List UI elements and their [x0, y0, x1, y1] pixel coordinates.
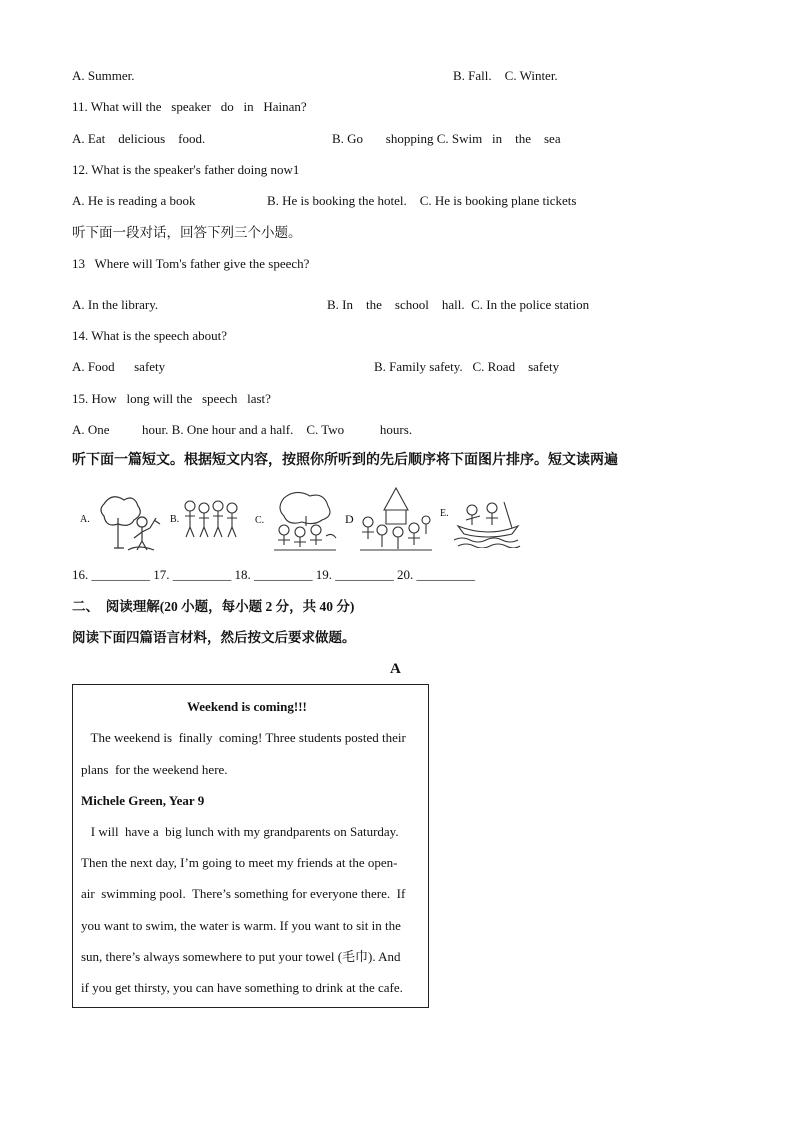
picture-label-c: C. [255, 515, 265, 526]
picture-b-group-of-children [182, 498, 242, 544]
picture-a-boy-planting-tree [94, 492, 166, 554]
q14-options-bc: B. Family safety. C. Road safety [374, 359, 560, 374]
q11-option-a: A. Eat delicious food. [72, 131, 206, 146]
article-line-6: if you get thirsty, you can have something to drink at the cafe. [81, 980, 403, 995]
picture-c-people-under-tree [270, 490, 342, 554]
q15-question: 15. How long will the speech last? [72, 391, 271, 406]
answer-blanks-16-20: 16. _________ 17. _________ 18. _________ 19. _________ 20. _________ [72, 567, 475, 582]
article-line-1: I will have a big lunch with my grandparents on Saturday. [81, 824, 399, 839]
q12-question: 12. What is the speaker's father doing now1 [72, 162, 300, 177]
part-two-heading: 二、 阅读理解(20 小题，每小题 2 分，共 40 分) [72, 599, 355, 614]
picture-label-e: E. [440, 508, 449, 519]
article-intro-line-1: The weekend is finally coming! Three students posted their [81, 730, 406, 745]
article-box [72, 684, 429, 1008]
article-line-5: sun, there’s always somewhere to put your towel (毛巾). And [81, 949, 401, 964]
picture-e-people-in-boat [452, 496, 526, 548]
q11-options-bc: B. Go shopping C. Swim in the sea [332, 131, 561, 146]
q10-option-a: A. Summer. [72, 68, 135, 83]
q12-options: A. He is reading a book B. He is booking the hotel. C. He is booking plane tickets [72, 193, 577, 208]
passage-instruction: 听下面一篇短文。根据短文内容，按照你所听到的先后顺序将下面图片排序。短文读两遍 [72, 453, 618, 468]
article-line-3: air swimming pool. There’s something for everyone there. If [81, 886, 406, 901]
q13-options-bc: B. In the school hall. C. In the police station [327, 297, 590, 312]
passage-letter-a: A [390, 661, 401, 677]
q14-question: 14. What is the speech about? [72, 328, 227, 343]
q11-question: 11. What will the speaker do in Hainan? [72, 99, 307, 114]
q10-options-bc: B. Fall. C. Winter. [453, 68, 558, 83]
article-author: Michele Green, Year 9 [81, 793, 205, 808]
q13-question: 13 Where will Tom's father give the speech? [72, 256, 310, 271]
q14-option-a: A. Food safety [72, 359, 166, 374]
picture-label-d: D [345, 512, 354, 526]
picture-d-crowd-by-building [358, 486, 434, 554]
q15-options: A. One hour. B. One hour and a half. C. Two hours. [72, 422, 413, 437]
picture-label-a: A. [80, 514, 90, 525]
article-title: Weekend is coming!!! [187, 699, 307, 714]
q13-option-a: A. In the library. [72, 297, 159, 312]
picture-label-b: B. [170, 514, 180, 525]
article-line-4: you want to swim, the water is warm. If you want to sit in the [81, 918, 401, 933]
dialog-instruction: 听下面一段对话，回答下列三个小题。 [72, 225, 302, 240]
article-line-2: Then the next day, I’m going to meet my friends at the open- [81, 855, 398, 870]
article-intro-line-2: plans for the weekend here. [81, 762, 228, 777]
reading-instruction: 阅读下面四篇语言材料，然后按文后要求做题。 [72, 630, 356, 645]
